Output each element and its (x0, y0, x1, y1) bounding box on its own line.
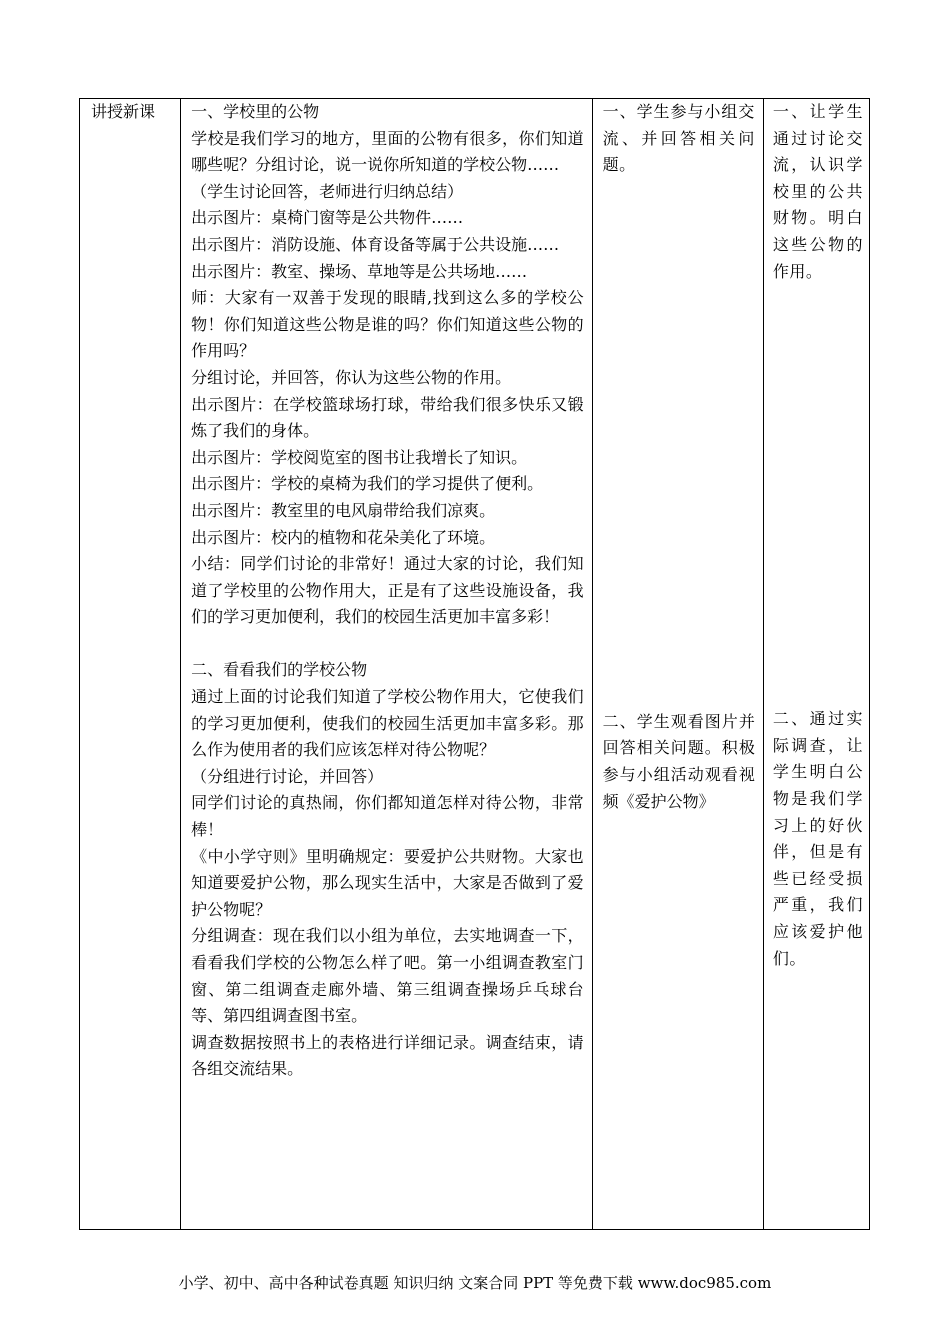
paragraph: 出示图片：桌椅门窗等是公共物件…… (191, 208, 464, 228)
paragraph: 出示图片：消防设施、体育设备等属于公共设施…… (191, 234, 560, 254)
paragraph: 小结：同学们讨论的非常好！通过大家的讨论，我们知道了学校里的公物作用大，正是有了这些设施设备，我们的学习更加便利，我们的校园生活更加丰富多彩！ (191, 554, 584, 627)
paragraph: 出示图片：在学校篮球场打球，带给我们很多快乐又锻炼了我们的身体。 (191, 394, 584, 441)
student-activity-1: 一、学生参与小组交流、并回答相关问题。 (602, 102, 755, 175)
stage-label: 讲授新课 (91, 102, 156, 121)
paragraph: 师：大家有一双善于发现的眼睛,找到这么多的学校公物！你们知道这些公物是谁的吗？你们知道这些公物的作用吗？ (191, 288, 584, 361)
design-intent-1: 一、让学生通过讨论交流，认识学校里的公共财物。明白这些公物的作用。 (772, 102, 863, 281)
paragraph: 出示图片：教室、操场、草地等是公共场地…… (191, 261, 528, 281)
lesson-row (80, 99, 870, 1230)
student-activity-cell (592, 99, 763, 1230)
paragraph: 分组调查：现在我们以小组为单位，去实地调查一下，看看我们学校的公物怎么样了吧。第一小组调查教室门窗、第二组调查走廊外墙、第三组调查操场乒乓球台等、第四组调查图书室。 (191, 926, 584, 1026)
design-intent-cell (763, 99, 869, 1230)
paragraph: （学生讨论回答，老师进行归纳总结） (191, 181, 464, 201)
section-heading: 二、看看我们的学校公物 (191, 660, 368, 680)
student-activity-2: 二、学生观看图片并回答相关问题。积极参与小组活动观看视频《爱护公物》 (602, 711, 755, 811)
paragraph: 《中小学守则》里明确规定：要爱护公共财物。大家也知道要爱护公物，那么现实生活中，大家是否做到了爱护公物呢？ (191, 846, 584, 919)
paragraph: 出示图片：学校阅览室的图书让我增长了知识。 (191, 447, 528, 467)
stage-cell (80, 99, 181, 1230)
paragraph: 调查数据按照书上的表格进行详细记录。调查结束，请各组交流结果。 (191, 1032, 584, 1079)
section-heading: 一、学校里的公物 (191, 102, 320, 121)
paragraph: 出示图片：校内的植物和花朵美化了环境。 (191, 527, 496, 547)
lesson-plan-table (79, 98, 870, 1230)
page-footer: 小学、初中、高中各种试卷真题 知识归纳 文案合同 PPT 等免费下载 www.doc985.com (178, 1274, 772, 1292)
paragraph: 同学们讨论的真热闹，你们都知道怎样对待公物，非常棒！ (191, 793, 584, 840)
paragraph: 出示图片：教室里的电风扇带给我们凉爽。 (191, 500, 496, 520)
paragraph: （分组进行讨论，并回答） (191, 766, 384, 786)
design-intent-2: 二、通过实际调查，让学生明白公物是我们学习上的好伙伴，但是有些已经受损严重，我们应该爱护他们。 (772, 709, 863, 968)
paragraph: 通过上面的讨论我们知道了学校公物作用大，它使我们的学习更加便利，使我们的校园生活更加丰富多彩。那么作为使用者的我们应该怎样对待公物呢？ (191, 687, 584, 760)
teaching-content-cell (181, 99, 593, 1230)
paragraph: 分组讨论，并回答，你认为这些公物的作用。 (191, 367, 512, 387)
blank-line (191, 631, 584, 658)
paragraph: 出示图片：学校的桌椅为我们的学习提供了便利。 (191, 474, 544, 494)
paragraph: 学校是我们学习的地方，里面的公物有很多，你们知道哪些呢？分组讨论，说一说你所知道的学校公物…… (191, 128, 584, 175)
